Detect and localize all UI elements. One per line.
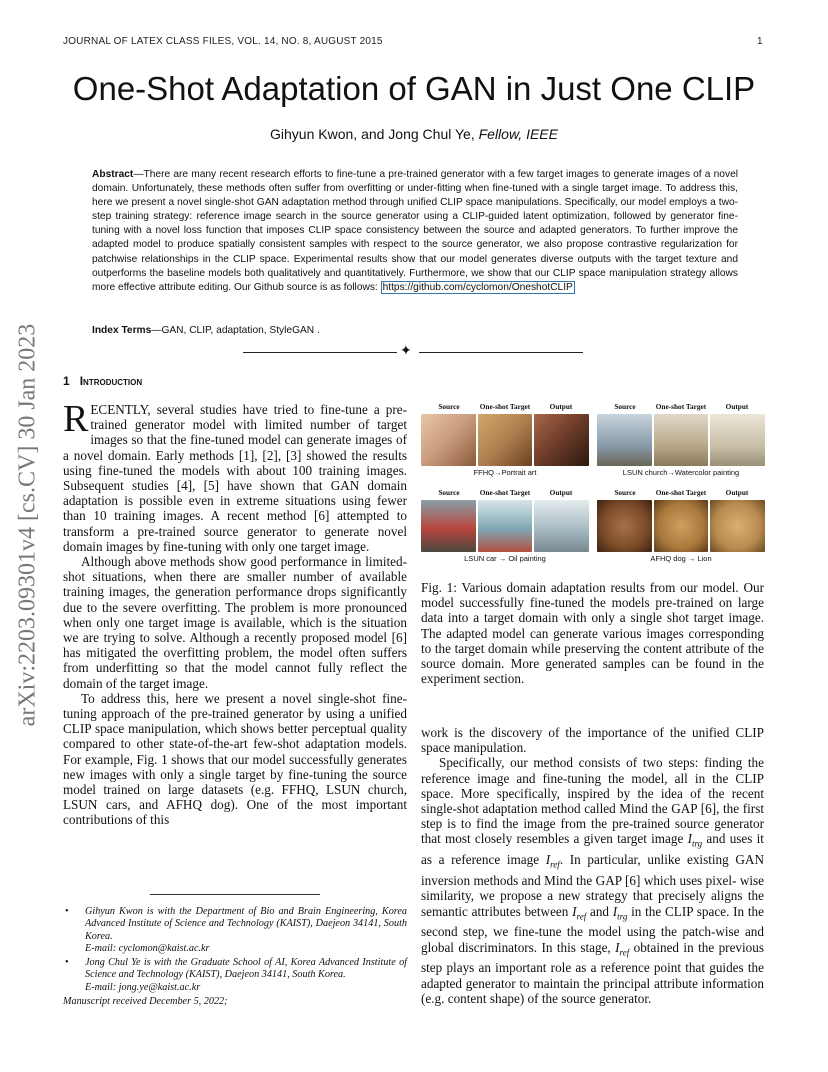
output-image [534, 500, 589, 552]
diamond-icon: ✦ [400, 344, 412, 359]
right-column [421, 725, 764, 1006]
abstract-text: —There are many recent research efforts to fine-tune a pre-trained generator with a few target images to generate images of a novel domain. Unfortunately, these methods often suffer from overfitting or under-fitting when fine-tuned with a single target image. To address this, here we present a novel single-shot GAN adaptation method through unified CLIP space manipulations. Specifically, our model employs a two-step training strategy: reference image search in the source generator using a CLIP-guided latent optimization, followed by generator fine-tuning with a novel loss function that imposes CLIP space consistency between the source and adapted generators. To further improve the adapted model to produce spatially consistent samples with respect to the source generator, we also propose contrastive regularization for patchwise relationships in the CLIP space. Experimental results show that our model generates diverse outputs with the target texture and outperforms the baseline models both qualitatively and quantitatively. Furthermore, we show that our CLIP space manipulation strategy allows more effective attribute editing. Our Github source is as follows: [92, 169, 738, 293]
arxiv-stamp: arXiv:2203.09301v4 [cs.CV] 30 Jan 2023 [14, 323, 41, 727]
footnote-2: • Jong Chul Ye is with the Graduate School of AI, Korea Advanced Institute of Science and Technology (KAIST), Daejeon 34141, South Korea. E-mail: jong.ye@kaist.ac.kr [63, 957, 407, 994]
right-paragraph-1: work is the discovery of the importance of the unified CLIP space manipulation. [421, 725, 764, 756]
footnote-2-email: E-mail: jong.ye@kaist.ac.kr [85, 981, 201, 993]
source-image [421, 500, 476, 552]
section-title: Introduction [79, 374, 143, 388]
target-image [478, 414, 533, 466]
panel-caption: FFHQ→Portrait art [473, 468, 537, 477]
figure-1 [421, 402, 765, 570]
source-image [597, 414, 652, 466]
target-image [478, 500, 533, 552]
footnote-1-email: E-mail: cyclomon@kaist.ac.kr [85, 942, 210, 954]
left-column [63, 398, 407, 828]
index-text: —GAN, CLIP, adaptation, StyleGAN . [151, 325, 320, 336]
github-link[interactable]: https://github.com/cyclomon/OneshotCLIP [382, 281, 573, 293]
footnote-1: • Gihyun Kwon is with the Department of Bio and Brain Engineering, Korea Advanced Institute of Science and Technology (KAIST), Daejeon 34141, South Korea. E-mail: cyclomon@kaist.ac.kr [63, 906, 407, 955]
index-terms [92, 325, 320, 336]
running-header: JOURNAL OF LATEX CLASS FILES, VOL. 14, NO. 8, AUGUST 2015 [63, 36, 383, 47]
figure-caption: Fig. 1: Various domain adaptation results from our model. Our model successfully fine-tuned the models pre-trained on large data into a target domain with only a single shot target image. The adapted model can generate various images corresponding to the target domain while preserving the content attribute of the source domain. More generated samples can be found in the experiment section. [421, 580, 764, 687]
figure-panel-car: Source One-shot Target Output LSUN car → Oil painting [421, 488, 589, 563]
panel-caption: LSUN church→Watercolor painting [622, 468, 740, 477]
output-image [534, 414, 589, 466]
drop-cap: R [63, 398, 89, 440]
footnote-rule [150, 894, 320, 895]
output-image [710, 500, 765, 552]
section-divider [243, 344, 583, 359]
footnotes [63, 906, 407, 994]
intro-paragraph-2: Although above methods show good performance in limited-shot situations, when there are smaller number of available training images, the generation performance drops significantly due to the severe overfitting. The problem is more pronounced when only one target image is available, which is the situation we are trying to solve. Although a recently proposed model [6] has mitigated the overfitting problem, the model often suffers from underfitting so that the model cannot fully reflect the domain of the target image. [63, 554, 407, 691]
paper-title: One-Shot Adaptation of GAN in Just One CLIP [72, 70, 756, 107]
source-image [597, 500, 652, 552]
panel-caption: LSUN car → Oil painting [464, 554, 546, 563]
figure-panel-dog: Source One-shot Target Output AFHQ dog → Lion [597, 488, 765, 563]
author-fellow: Fellow, IEEE [478, 126, 558, 142]
panel-caption: AFHQ dog → Lion [650, 554, 712, 563]
authors [0, 126, 828, 142]
source-image [421, 414, 476, 466]
intro-paragraph-1: RECENTLY, several studies have tried to fine-tune a pre-trained generator model with limited number of target images so that the fine-tuned model can generate images of a novel domain. Early methods [1], [2], [3] showed the results using fine-tuned the models with about 100 training images. Subsequent studies [4], [5] have shown that GAN domain adaptation is possible even in extreme situations using fewer than 10 training images. A recent method [6] attempted to transform a pre-trained source generator to generate novel domain images by fine-tuning with only one target image. [63, 398, 407, 554]
figure-panel-church: Source One-shot Target Output LSUN church→Watercolor painting [597, 402, 765, 477]
index-label: Index Terms [92, 325, 152, 336]
target-image [654, 500, 709, 552]
intro-paragraph-3: To address this, here we present a novel single-shot fine-tuning approach of the pre-trained generator by using a unified CLIP space manipulation, which shows better perceptual quality compared to other state-of-the-art few-shot adaptation models. For example, Fig. 1 shows that our model successfully generates new images with only a single target by fine-tuning the source model trained on large datasets (e.g. FFHQ, LSUN church, LSUN cars, and AFHQ dog). One of the most important contributions of this [63, 690, 407, 828]
right-paragraph-2: Specifically, our method consists of two steps: finding the reference image and fine-tuning the model, all in the CLIP space. More specifically, inspired by the idea of the recent single-shot adaptation method called Mind the GAP [6], the first step is to find the image from the pre-trained source generator that most closely resembles a given target image $I_{trg}$ and uses it as a reference image $I_{ref}$. In particular, unlike existing GAN inversion methods and Mind the GAP [6] which uses pixel- wise similarity, we propose a new strategy that precisely aligns the semantic attributes between $I_{ref}$ and $I_{trg}$ in the CLIP space. In the second step, we fine-tune the model using the patch-wise and global discriminators. In this stage, $I_{ref}$ obtained in the previous step plays an important role as a reference point that guides the adapted generator to maintain the principal attribute information (e.g. content shape) of the source generator. [421, 755, 765, 1006]
output-image [710, 414, 765, 466]
author-names: Gihyun Kwon, and Jong Chul Ye, [270, 126, 475, 142]
figure-panel-ffhq: Source One-shot Target Output FFHQ→Portrait art [421, 402, 589, 477]
manuscript-note: Manuscript received December 5, 2022; [63, 996, 228, 1007]
target-image [654, 414, 709, 466]
abstract [92, 168, 738, 295]
page-number: 1 [757, 36, 763, 47]
abstract-label: Abstract [92, 169, 134, 180]
section-number: 1 [63, 374, 70, 388]
section-heading [63, 374, 142, 388]
